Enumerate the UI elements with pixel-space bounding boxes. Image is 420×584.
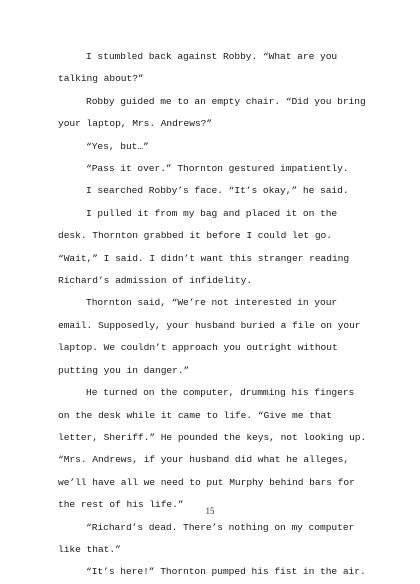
paragraph-6: I pulled it from my bag and placed it on the desk. Thornton grabbed it before I could let go. “Wait,” I said. I didn’t want this stranger reading Richard’s admission of infidelity. (58, 207, 350, 287)
paragraph-4: “Pass it over.” Thornton gestured impatiently. (86, 163, 349, 175)
paragraph-10: “It’s here!” Thornton pumped his fist in the air. (86, 566, 366, 578)
paragraph-2: Robby guided me to an empty chair. “Did you bring your laptop, Mrs. Andrews?” (58, 95, 366, 130)
paragraph-1: I stumbled back against Robby. “What are you talking about?” (58, 51, 338, 85)
paragraph-3: “Yes, but…” (86, 140, 149, 152)
paragraph-7: Thornton said, “We’re not interested in your email. Supposedly, your husband buried a file on your laptop. We couldn’t approach you outright without putting you in danger.” (58, 297, 361, 376)
body-text (58, 46, 370, 584)
paragraph-5: I searched Robby’s face. “It’s okay,” he said. (86, 185, 349, 197)
page-number: 15 (205, 506, 215, 516)
paragraph-8: He turned on the computer, drumming his fingers on the desk while it came to life. “Give me that letter, Sheriff.” He pounded the keys, not looking up. “Mrs. Andrews, if your husband did what he alleges, we’ll have all we need to put Murphy behind bars for the rest of his life.” (58, 387, 367, 511)
paragraph-9: “Richard’s dead. There’s nothing on my computer like that.” (58, 521, 355, 555)
